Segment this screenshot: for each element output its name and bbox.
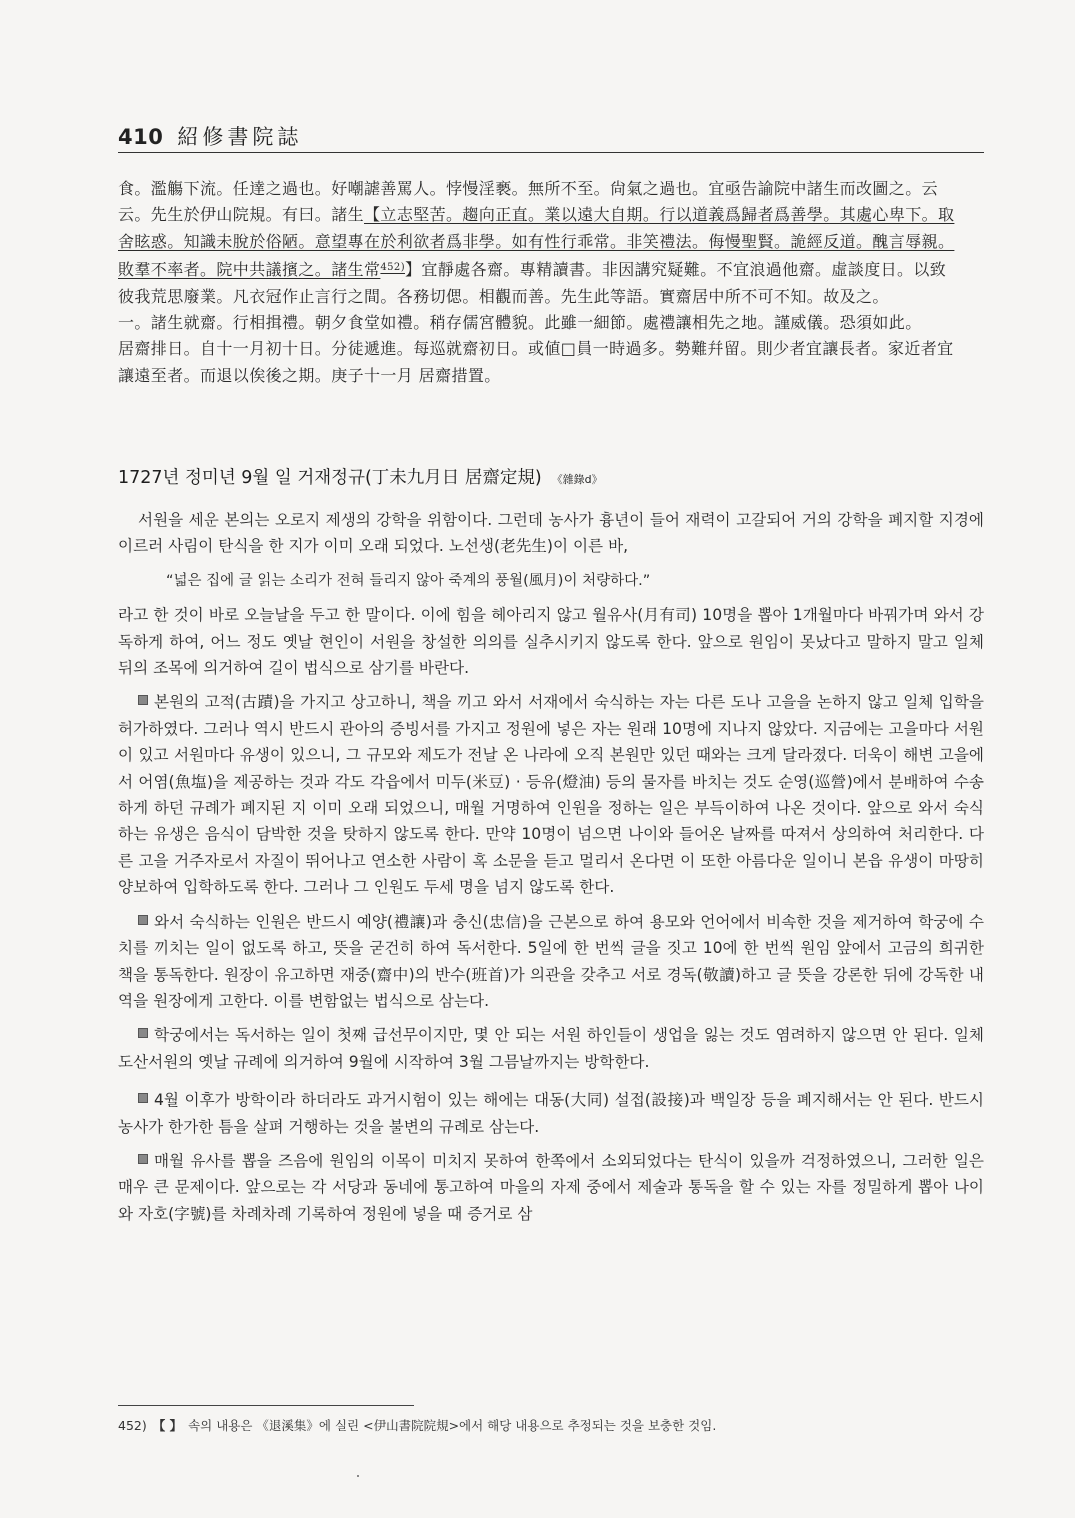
hanmun-line: 敗羣不率者。院中共議擯之。諸生常$^{452)}$】宜靜處各齋。專精讀書。非因講究疑難。不宜浪過他齋。虛談度日。以致 <box>118 260 947 280</box>
footnote-text: 속의 내용은 《退溪集》에 실린 <伊山書院院規>에서 해당 내용으로 추정되는 것을 보충한 것임. <box>188 1418 717 1433</box>
footnote <box>118 1416 984 1434</box>
footnote-divider <box>118 1405 414 1406</box>
hanmun-line: 食。濫觴下流。任達之過也。好嘲謔善罵人。悖慢淫褻。無所不至。尙氣之過也。宜亟告諭院中諸生而改圖之。云 <box>118 179 939 198</box>
block-quote: “넓은 집에 글 읽는 소리가 전혀 들리지 않아 죽계의 풍월(風月)이 처량하다.” <box>166 572 651 589</box>
underlined-quote: 【立志堅苦。趨向正直。業以遠大自期。行以道義爲歸者爲善學。其處心卑下。取 <box>364 205 955 225</box>
rule-item: 매월 유사를 뽑을 즈음에 원임의 이목이 미치지 못하여 한쪽에서 소외되었다는 탄식이 있을까 걱정하였으니, 그러한 일은 매우 큰 문제이다. 앞으로는 각 서당과 동네에 통고하여 마을의 자제 중에서 제술과 통독을 할 수 있는 자를 정밀하게 뽑아 나이와 자호(字號)를 차례차례 기록하여 정원에 넣을 때 증거로 삼 <box>118 1151 984 1223</box>
book-title: 紹修書院誌 <box>177 125 303 149</box>
hanmun-line <box>118 229 984 255</box>
square-bullet-icon <box>138 1154 148 1164</box>
footnote-number: 452) <box>118 1418 147 1433</box>
scan-speck <box>357 1475 359 1477</box>
underlined-quote: 舍眩惑。知識未脫於俗陋。意望專在於利欲者爲非學。如有性行乖常。非笑禮法。侮慢聖賢。詭經反道。醜言辱親。 <box>118 231 955 251</box>
rule-item: 학궁에서는 독서하는 일이 첫째 급선무이지만, 몇 안 되는 서원 하인들이 생업을 잃는 것도 염려하지 않으면 안 된다. 일체 도산서원의 옛날 규례에 의거하여 9월에 시작하여 3월 그믐날까지는 방학한다. <box>118 1026 984 1071</box>
hanmun-line: 云。先生於伊山院規。有曰。諸生【立志堅苦。趨向正直。業以遠大自期。行以道義爲歸者爲善學。其處心卑下。取 <box>118 205 955 225</box>
square-bullet-icon <box>138 695 148 705</box>
footnote-ref: 452) <box>380 262 405 274</box>
section-source-tag: 《雜錄d》 <box>551 473 603 486</box>
rule-item: 본원의 고적(古蹟)을 가지고 상고하니, 책을 끼고 와서 서재에서 숙식하는 자는 다른 도나 고을을 논하지 않고 일체 입학을 허가하였다. 그러나 역시 반드시 관아의 증빙서를 가지고 정원에 넣은 자는 원래 10명에 지나지 않았다. 지금에는 고을마다 서원이 있고 서원마다 유생이 있으니, 그 규모와 제도가 전날 온 나라에 오직 본원만 있던 때와는 크게 달라졌다. 더욱이 해변 고을에서 어염(魚塩)을 제공하는 것과 각도 각읍에서 미두(米豆) · 등유(燈油) 등의 물자를 바치는 것도 순영(巡營)에서 분배하여 수송하게 하던 규례가 폐지된 지 이미 오래 되었으니, 매월 거명하여 인원을 정하는 일은 부득이하여 나온 것이다. 앞으로 와서 숙식하는 유생은 음식이 담박한 것을 탓하지 않도록 한다. 만약 10명이 넘으면 나이와 들어온 날짜를 따져서 상의하여 처리한다. 다른 고을 거주자로서 자질이 뛰어나고 연소한 사람이 혹 소문을 듣고 멀리서 온다면 이 또한 아름다운 일이니 본읍 유생이 마땅히 양보하여 입학하도록 한다. 그러나 그 인원도 두세 명을 넘지 않도록 한다. <box>118 693 984 897</box>
korean-translation <box>118 507 984 1235</box>
rule-item: 와서 숙식하는 인원은 반드시 예양(禮讓)과 충신(忠信)을 근본으로 하여 용모와 언어에서 비속한 것을 제거하여 학궁에 수치를 끼치는 일이 없도록 하고, 뜻을 굳건히 하여 독서한다. 5일에 한 번씩 글을 짓고 10에 한 번씩 원임 앞에서 고금의 희귀한 책을 통독한다. 원장이 유고하면 재중(齋中)의 반수(班首)가 의관을 갖추고 서로 경독(敬讀)하고 글 뜻을 강론한 뒤에 강독한 내역을 원장에게 고한다. 이를 변함없는 법식으로 삼는다. <box>118 912 984 1010</box>
paragraph: 서원을 세운 본의는 오로지 제생의 강학을 위함이다. 그런데 농사가 흉년이 들어 재력이 고갈되어 거의 강학을 폐지할 지경에 이르러 사림이 탄식을 한 지가 이미 오래 되었다. 노선생(老先生)이 이른 바, <box>118 511 984 556</box>
hanmun-line: 居齋排日。自十一月初十日。分徒遞進。每巡就齋初日。或値□員一時過多。勢難幷留。則少者宜讓長者。家近者宜 <box>118 339 954 359</box>
page-number: 410 <box>118 125 164 149</box>
footnote-bracket: 【 】 <box>152 1418 183 1433</box>
section-heading <box>118 464 984 489</box>
running-head <box>118 118 984 153</box>
square-bullet-icon <box>138 1028 148 1038</box>
hanmun-line: 彼我荒思廢業。凡衣冠作止言行之間。各務切偲。相觀而善。先生此等語。實齋居中所不可不知。故及之。 <box>118 286 889 306</box>
section-title: 1727년 정미년 9월 일 거재정규(丁未九月日 居齋定規) <box>118 468 542 488</box>
hanmun-line: 一。諸生就齋。行相揖禮。朝夕食堂如禮。稍存儒宮體貌。此雖一細節。處禮讓相先之地。謹威儀。恐須如此。 <box>118 313 922 333</box>
square-bullet-icon <box>138 915 148 925</box>
classical-chinese-text <box>118 176 984 389</box>
rule-item: 4월 이후가 방학이라 하더라도 과거시험이 있는 해에는 대동(大同) 설접(設接)과 백일장 등을 폐지해서는 안 된다. 반드시 농사가 한가한 틈을 살펴 거행하는 것을 불변의 규례로 삼는다. <box>118 1091 984 1136</box>
square-bullet-icon <box>138 1093 148 1103</box>
hanmun-line: 讓遠至者。而退以俟後之期。庚子十一月 居齋措置。 <box>118 365 501 385</box>
paragraph: 라고 한 것이 바로 오늘날을 두고 한 말이다. 이에 힘을 헤아리지 않고 월유사(月有司) 10명을 뽑아 1개월마다 바꿔가며 와서 강독하게 하여, 어느 정도 옛날 현인이 서원을 창설한 의의를 실추시키지 않도록 한다. 앞으로 원임이 못났다고 말하지 말고 일체 뒤의 조목에 의거하여 길이 법식으로 삼기를 바란다. <box>118 606 984 678</box>
underlined-quote: 敗羣不率者。院中共議擯之。諸生常 <box>118 260 381 280</box>
